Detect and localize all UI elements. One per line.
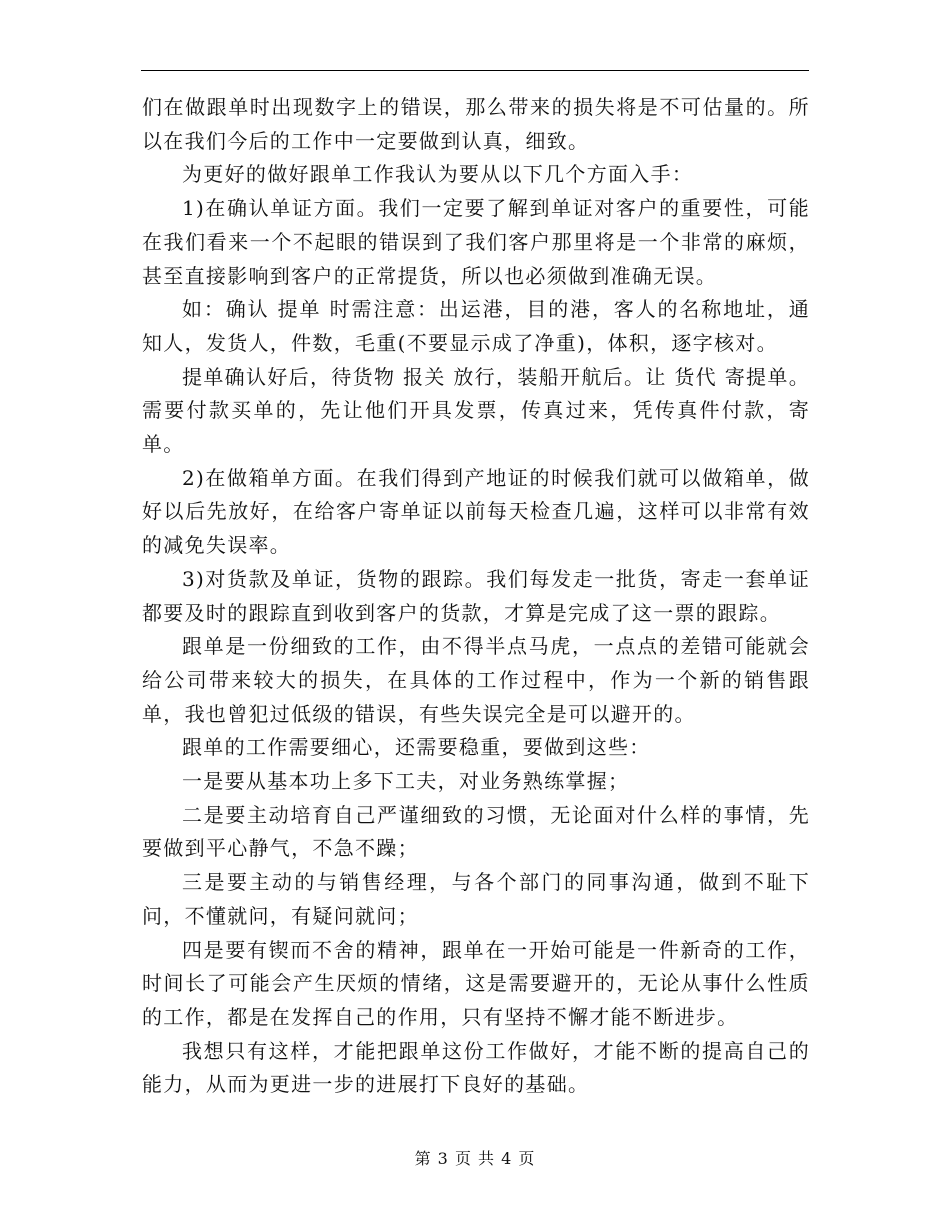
paragraph-intro: 为更好的做好跟单工作我认为要从以下几个方面入手： <box>182 162 694 187</box>
paragraph-point-3: 3)对货款及单证，货物的跟踪。我们每发走一批货，寄走一套单证都要及时的跟踪直到收到客户的货款，才算是完成了这一票的跟踪。 <box>142 566 810 625</box>
header-rule <box>141 70 809 71</box>
paragraph-bill-check: 如：确认 提单 时需注意：出运港，目的港，客人的名称地址，通知人，发货人，件数，毛重(不要显示成了净重)，体积，逐字核对。 <box>142 297 810 355</box>
paragraph-requirement-4: 四是要有锲而不舍的精神，跟单在一开始可能是一件新奇的工作，时间长了可能会产生厌烦的情绪，这是需要避开的，无论从事什么性质的工作，都是在发挥自己的作用，只有坚持不懈才能不断进步。 <box>142 937 810 1029</box>
paragraph-point-2: 2)在做箱单方面。在我们得到产地证的时候我们就可以做箱单，做好以后先放好，在给客户寄单证以前每天检查几遍，这样可以非常有效的减免失误率。 <box>142 465 810 558</box>
paragraph-requirements: 跟单的工作需要细心，还需要稳重，要做到这些： <box>182 735 651 760</box>
page-number-footer: 第 3 页 共 4 页 <box>414 1149 536 1168</box>
paragraph-careful-work: 跟单是一份细致的工作，由不得半点马虎，一点点的差错可能就会给公司带来较大的损失，在具体的工作过程中，作为一个新的销售跟单，我也曾犯过低级的错误，有些失误完全是可以避开的。 <box>142 634 810 726</box>
paragraph-conclusion: 我想只有这样，才能把跟单这份工作做好，才能不断的提高自己的能力，从而为更进一步的进展打下良好的基础。 <box>142 1038 810 1097</box>
document-body <box>142 91 810 1102</box>
paragraph-bill-confirmed: 提单确认好后，待货物 报关 放行，装船开航后。让 货代 寄提单。需要付款买单的，先让他们开具发票，传真过来，凭传真件付款，寄单。 <box>142 364 810 457</box>
paragraph-requirement-3: 三是要主动的与销售经理，与各个部门的同事沟通，做到不耻下问，不懂就问，有疑问就问； <box>142 870 810 928</box>
paragraph-continuation: 们在做跟单时出现数字上的错误，那么带来的损失将是不可估量的。所以在我们今后的工作中一定要做到认真，细致。 <box>142 95 810 153</box>
paragraph-point-1: 1)在确认单证方面。我们一定要了解到单证对客户的重要性，可能在我们看来一个不起眼的错误到了我们客户那里将是一个非常的麻烦，甚至直接影响到客户的正常提货，所以也必须做到准确无误。 <box>142 196 810 288</box>
paragraph-requirement-1: 一是要从基本功上多下工夫，对业务熟练掌握； <box>182 769 630 794</box>
paragraph-requirement-2: 二是要主动培育自己严谨细致的习惯，无论面对什么样的事情，先要做到平心静气，不急不躁； <box>142 802 810 861</box>
